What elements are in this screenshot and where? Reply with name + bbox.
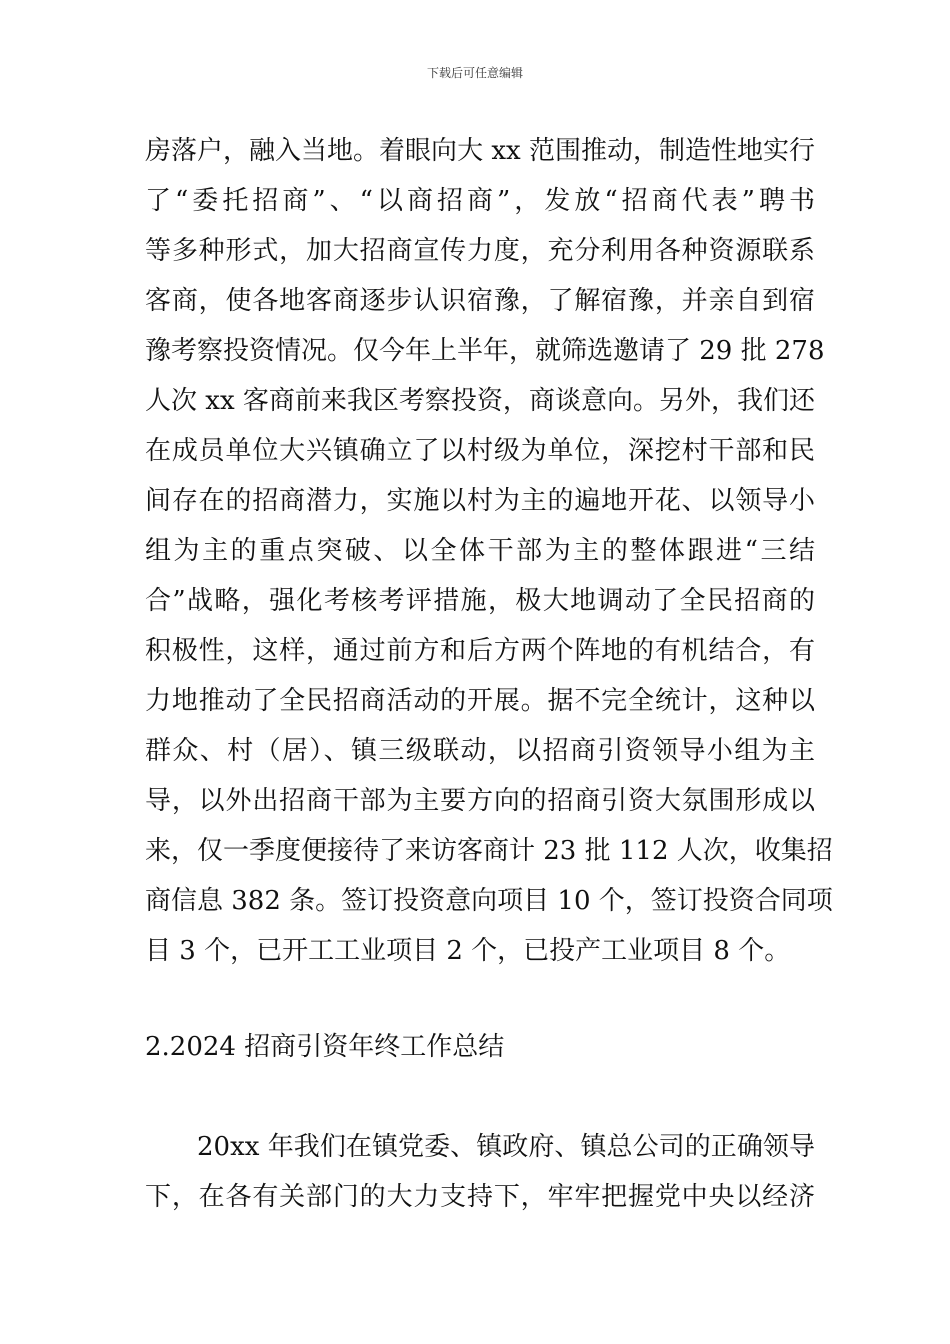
text-line: 间存在的招商潜力，实施以村为主的遍地开花、以领导小 — [145, 486, 815, 516]
text-line: 人次 xx 客商前来我区考察投资，商谈意向。另外，我们还 — [145, 386, 815, 416]
text-line: 等多种形式，加大招商宣传力度，充分利用各种资源联系 — [145, 236, 815, 266]
text-line: 合”战略，强化考核考评措施，极大地调动了全民招商的 — [145, 586, 815, 616]
text-line: 在成员单位大兴镇确立了以村级为单位，深挖村干部和民 — [145, 436, 815, 466]
paragraph-investment-summary — [145, 126, 833, 976]
text-line: 下，在各有关部门的大力支持下，牢牢把握党中央以经济 — [145, 1182, 815, 1212]
text-line: 商信息 382 条。签订投资意向项目 10 个，签订投资合同项 — [145, 886, 833, 916]
section-heading: 2.2024 招商引资年终工作总结 — [145, 1032, 505, 1062]
text-line: 力地推动了全民招商活动的开展。据不完全统计，这种以 — [145, 686, 815, 716]
text-line: 客商，使各地客商逐步认识宿豫，了解宿豫，并亲自到宿 — [145, 286, 815, 316]
text-line: 豫考察投资情况。仅今年上半年，就筛选邀请了 29 批 278 — [145, 336, 825, 366]
text-line: 组为主的重点突破、以全体干部为主的整体跟进“三结 — [145, 536, 815, 566]
text-line: 导，以外出招商干部为主要方向的招商引资大氛围形成以 — [145, 786, 815, 816]
page-header: 下载后可任意编辑 — [426, 66, 523, 80]
text-line: 房落户，融入当地。着眼向大 xx 范围推动，制造性地实行 — [145, 136, 815, 166]
text-line: 群众、村（居）、镇三级联动，以招商引资领导小组为主 — [145, 736, 815, 766]
text-line: 了“委托招商”、“以商招商”，发放“招商代表”聘书 — [145, 186, 815, 216]
text-line: 积极性，这样，通过前方和后方两个阵地的有机结合，有 — [145, 636, 815, 666]
text-line: 20xx 年我们在镇党委、镇政府、镇总公司的正确领导 — [197, 1132, 815, 1162]
text-line: 目 3 个，已开工工业项目 2 个，已投产工业项目 8 个。 — [145, 936, 791, 966]
paragraph-year-end-summary — [145, 1122, 815, 1222]
text-line: 来，仅一季度便接待了来访客商计 23 批 112 人次，收集招 — [145, 836, 833, 866]
